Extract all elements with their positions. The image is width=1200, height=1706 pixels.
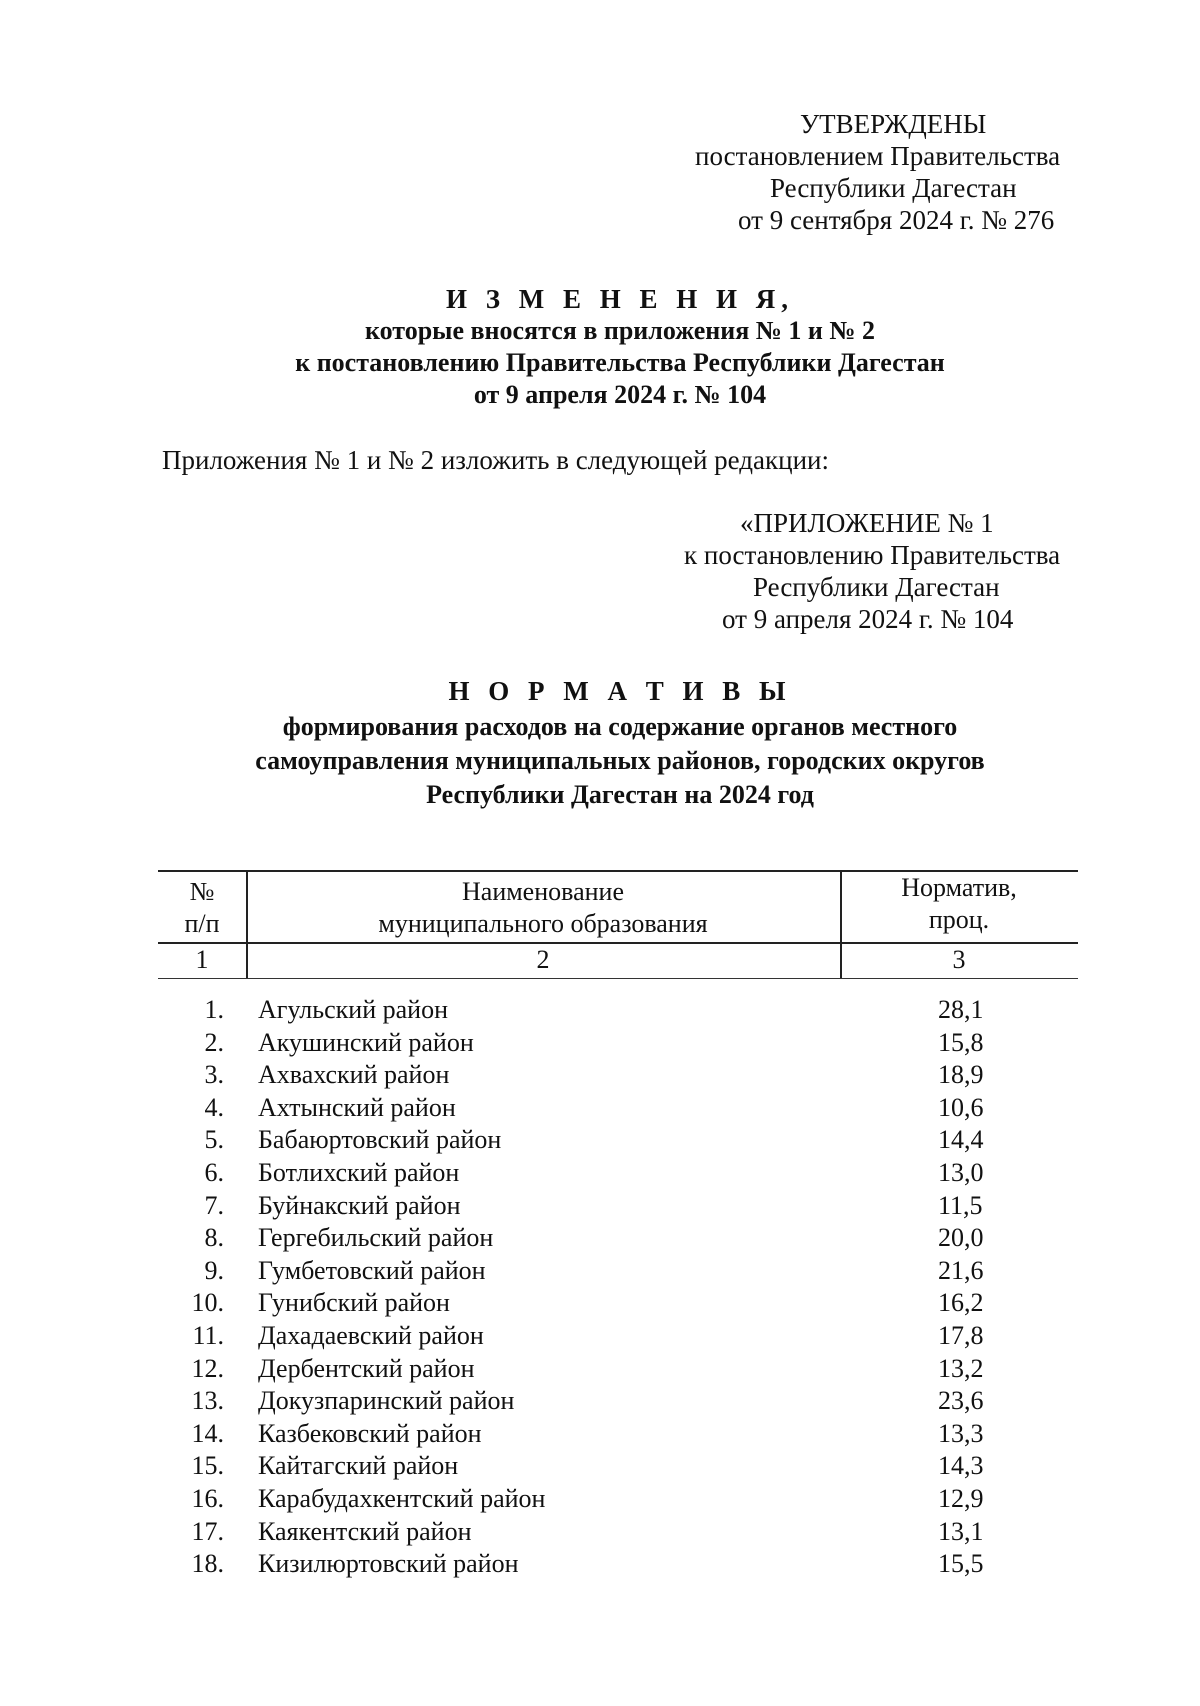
row-number: 9. [204, 1255, 224, 1285]
table-row [158, 1157, 1078, 1190]
header-name-line: Наименование [462, 877, 624, 906]
row-number: 4. [204, 1092, 224, 1122]
row-number: 5. [204, 1125, 224, 1155]
table-row [158, 1092, 1078, 1125]
district-name: Казбековский район [258, 1418, 482, 1448]
norm-value: 28,1 [938, 995, 984, 1024]
table-row [158, 1255, 1078, 1288]
row-number: 2. [204, 1027, 224, 1057]
approval-line: постановлением Правительства [695, 141, 1061, 171]
header-name [246, 876, 840, 940]
header-number-line: п/п [184, 909, 220, 938]
table-row [158, 1483, 1078, 1516]
table-row [158, 1059, 1078, 1092]
table-row [158, 1287, 1078, 1320]
norm-value: 15,5 [938, 1549, 984, 1579]
district-name: Гумбетовский район [258, 1255, 486, 1285]
norm-value: 10,6 [938, 1092, 984, 1122]
table-body [158, 994, 1078, 1581]
district-name: Буйнакский район [258, 1190, 461, 1220]
row-number: 15. [191, 1451, 224, 1481]
table-row [158, 1124, 1078, 1157]
approval-line: Республики Дагестан [770, 173, 1017, 203]
appendix-line: Республики Дагестан [753, 572, 1000, 602]
norm-value: 20,0 [938, 1223, 984, 1253]
row-number: 6. [204, 1157, 224, 1187]
district-name: Ахвахский район [258, 1060, 450, 1090]
norm-value: 14,3 [938, 1451, 984, 1481]
district-name: Каякентский район [258, 1516, 472, 1546]
norm-value: 12,9 [938, 1483, 984, 1513]
norms-subtitle: самоуправления муниципальных районов, городских округов [255, 746, 985, 775]
row-number: 11. [192, 1320, 224, 1350]
appendix-line: к постановлению Правительства [684, 540, 1061, 570]
header-number [158, 876, 246, 940]
row-number: 14. [191, 1418, 224, 1448]
norm-value: 15,8 [938, 1027, 984, 1057]
table-row [158, 1450, 1078, 1483]
table-row [158, 994, 1078, 1027]
intro-paragraph: Приложения № 1 и № 2 изложить в следующей редакции: [162, 445, 829, 475]
district-name: Докузпаринский район [258, 1386, 515, 1416]
district-name: Дербентский район [258, 1353, 475, 1383]
table-header [158, 870, 1078, 994]
approval-date: от 9 сентября 2024 г. № 276 [738, 205, 1055, 235]
norm-value: 11,5 [938, 1190, 983, 1220]
table-row [158, 1222, 1078, 1255]
norms-heading [140, 674, 1100, 812]
changes-heading [140, 283, 1100, 411]
norms-title: Н О Р М А Т И В Ы [448, 676, 792, 706]
norms-subtitle: формирования расходов на содержание органов местного [282, 712, 958, 741]
norm-value: 13,0 [938, 1157, 984, 1187]
table-row [158, 1027, 1078, 1060]
district-name: Акушинский район [258, 1027, 474, 1057]
district-name: Гунибский район [258, 1288, 450, 1318]
changes-subtitle: от 9 апреля 2024 г. № 104 [473, 380, 767, 409]
column-number-label: 2 [536, 945, 550, 974]
row-number: 3. [204, 1060, 224, 1090]
district-name: Карабудахкентский район [258, 1483, 546, 1513]
row-number: 13. [191, 1386, 224, 1416]
changes-title: И З М Е Н Е Н И Я, [445, 284, 794, 314]
district-name: Гергебильский район [258, 1223, 494, 1253]
changes-subtitle: которые вносятся в приложения № 1 и № 2 [364, 316, 876, 345]
district-name: Кизилюртовский район [258, 1549, 519, 1579]
row-number: 17. [191, 1516, 224, 1546]
norm-value: 17,8 [938, 1320, 984, 1350]
row-number: 18. [191, 1549, 224, 1579]
appendix-date: от 9 апреля 2024 г. № 104 [722, 604, 1014, 634]
row-number: 7. [204, 1190, 224, 1220]
appendix-header [640, 507, 1100, 635]
table-rule [158, 978, 1078, 979]
norm-value: 13,2 [938, 1353, 984, 1383]
row-number: 16. [191, 1483, 224, 1513]
norms-subtitle: Республики Дагестан на 2024 год [426, 780, 814, 809]
norm-value: 13,3 [938, 1418, 984, 1448]
norm-value: 21,6 [938, 1255, 984, 1285]
norm-value: 13,1 [938, 1516, 984, 1546]
changes-subtitle: к постановлению Правительства Республики Дагестан [295, 348, 945, 377]
norm-value: 14,4 [938, 1125, 984, 1155]
table-row [158, 1190, 1078, 1223]
column-number-label: 1 [195, 945, 209, 974]
row-number: 8. [204, 1223, 224, 1253]
district-name: Дахадаевский район [258, 1320, 484, 1350]
norm-value: 16,2 [938, 1288, 984, 1318]
header-norm-line: Норматив, [901, 873, 1017, 902]
table-row [158, 1548, 1078, 1581]
row-number: 1. [204, 995, 224, 1024]
district-name: Ахтынский район [258, 1092, 456, 1122]
table-row [158, 1516, 1078, 1549]
district-name: Кайтагский район [258, 1451, 459, 1481]
table-row [158, 1320, 1078, 1353]
table-row [158, 1353, 1078, 1386]
district-name: Бабаюртовский район [258, 1125, 502, 1155]
district-name: Агульский район [258, 995, 448, 1024]
norms-table [158, 870, 1078, 1581]
header-number-line: № [189, 877, 215, 906]
header-norm [840, 872, 1078, 936]
header-norm-line: проц. [928, 905, 990, 934]
norm-value: 18,9 [938, 1060, 984, 1090]
column-number-label: 3 [952, 945, 966, 974]
header-name-line: муниципального образования [378, 909, 708, 938]
row-number: 12. [191, 1353, 224, 1383]
table-row [158, 1418, 1078, 1451]
approval-title: УТВЕРЖДЕНЫ [800, 109, 987, 139]
table-row [158, 1385, 1078, 1418]
district-name: Ботлихский район [258, 1157, 460, 1187]
row-number: 10. [191, 1288, 224, 1318]
appendix-title: «ПРИЛОЖЕНИЕ № 1 [740, 508, 994, 538]
norm-value: 23,6 [938, 1386, 984, 1416]
approval-stamp [640, 108, 1100, 236]
